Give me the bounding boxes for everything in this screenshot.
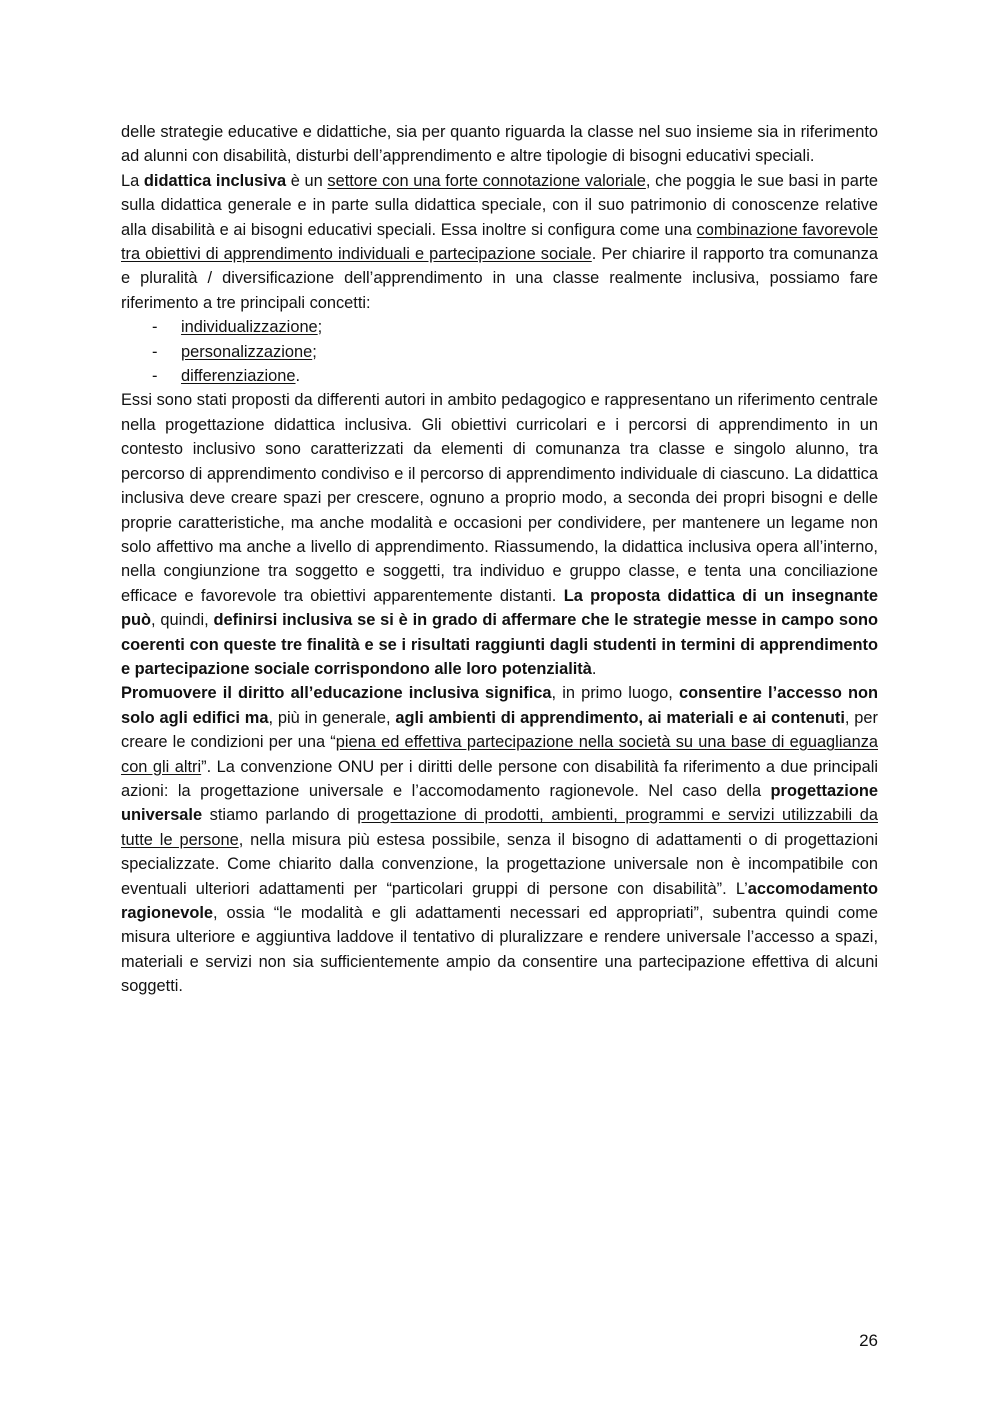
list-punct: .	[295, 367, 301, 386]
list-punct: ;	[312, 342, 317, 361]
bold-text-run: accomodamento ragionevole	[121, 879, 878, 922]
bold-text-run: definirsi inclusiva se si è in grado di affermare che le strategie messe in campo sono coerenti con queste tre finalità e se i risultati raggiunti dagli studenti in termini di apprendimento e partecipazione sociale corrispondono alle loro potenzialità	[121, 611, 878, 678]
paragraph-3	[121, 388, 878, 681]
text-run: delle strategie educative e didattiche, sia per quanto riguarda la classe nel suo insieme sia in riferimento ad alunni con disabilità, disturbi dell’apprendimento e altre tipologie di bisogni educativi speciali.	[121, 123, 878, 166]
list-dash: -	[152, 318, 158, 337]
bold-text-run: progettazione universale	[121, 781, 878, 825]
bold-text-run: agli ambienti di apprendimento, ai materiali e ai contenuti	[395, 708, 845, 727]
underlined-text-run: piena ed effettiva partecipazione nella società su una base di eguaglianza con gli altri	[121, 733, 879, 776]
text-run: . Per chiarire il rapporto tra comunanza e pluralità / diversificazione dell’apprendimento in una classe realmente inclusiva, possiamo fare riferimento a tre principali concetti:	[121, 245, 878, 312]
underlined-text-run: settore con una forte connotazione valoriale	[327, 171, 646, 190]
text-run: , per creare le condizioni per una “	[121, 708, 878, 752]
paragraph-2	[121, 169, 878, 315]
concept-list	[121, 315, 878, 388]
text-run: , ossia “le modalità e gli adattamenti necessari ed appropriati”, subentra quindi come misura ulteriore e aggiuntiva laddove il tentativo di pluralizzare e rendere universale l’accesso a spazi, materiali e servizi non sia sufficientemente ampio da consentire una partecipazione effettiva di alcuni soggetti.	[121, 904, 878, 996]
text-run: , in primo luogo,	[551, 684, 679, 703]
list-term: differenziazione	[181, 367, 296, 386]
page-number: 26	[859, 1331, 878, 1350]
bold-text-run: La proposta didattica di un insegnante può	[121, 586, 878, 630]
underlined-text-run: progettazione di prodotti, ambienti, programmi e servizi utilizzabili da tutte le persone	[121, 806, 878, 849]
text-run: , quindi,	[151, 611, 214, 630]
list-term: personalizzazione	[181, 342, 313, 361]
list-item	[121, 340, 878, 364]
text-run: , più in generale,	[268, 708, 396, 727]
page-body	[121, 120, 878, 999]
text-run: La	[121, 171, 144, 190]
text-run: , nella misura più estesa possibile, senza il bisogno di adattamenti o di progettazioni specializzate. Come chiarito dalla convenzione, la progettazione universale non è incompatibile con eventuali ulteriori adattamenti per “particolari gruppi di persone con disabilità”. L’	[121, 830, 878, 898]
text-run: ”. La convenzione ONU per i diritti delle persone con disabilità fa riferimento a due principali azioni: la progettazione universale e l’accomodamento ragionevole. Nel caso della	[121, 757, 878, 800]
list-item	[121, 364, 878, 388]
list-term: individualizzazione	[181, 318, 318, 337]
list-dash: -	[152, 367, 158, 386]
paragraph-1	[121, 120, 878, 169]
list-dash: -	[152, 342, 158, 361]
list-item	[121, 315, 878, 339]
underlined-text-run: combinazione favorevole tra obiettivi di apprendimento individuali e partecipazione sociale	[121, 220, 878, 264]
text-run: è un	[286, 171, 328, 190]
text-run: , che poggia le sue basi in parte sulla didattica generale e in parte sulla didattica speciale, con il suo patrimonio di conoscenze relative alla disabilità e ai bisogni educativi speciali. Essa inoltre si configura come una	[121, 171, 878, 239]
bold-text-run: consentire l’accesso non solo agli edifici ma	[121, 684, 878, 727]
bold-text-run: Promuovere il diritto all’educazione inclusiva significa	[121, 684, 552, 703]
paragraph-4	[121, 681, 878, 998]
list-punct: ;	[317, 318, 323, 337]
text-run: Essi sono stati proposti da differenti autori in ambito pedagogico e rappresentano un riferimento centrale nella progettazione didattica inclusiva. Gli obiettivi curricolari e i percorsi di apprendimento in un contesto inclusivo sono caratterizzati da elementi di comunanza tra classe e singolo alunno, tra percorso di apprendimento condiviso e il percorso di apprendimento individuale di ciascuno. La didattica inclusiva deve creare spazi per crescere, ognuno a proprio modo, a seconda dei propri bisogni e delle proprie caratteristiche, ma anche modalità e occasioni per condividere, per mantenere un legame non solo affettivo ma anche a livello di apprendimento. Riassumendo, la didattica inclusiva opera all’interno, nella congiunzione tra soggetto e soggetti, tra individuo e gruppo classe, e tenta una conciliazione efficace e favorevole tra obiettivi apparentemente distanti.	[121, 391, 878, 605]
text-run: stiamo parlando di	[202, 806, 358, 825]
bold-text-run: didattica inclusiva	[143, 171, 287, 190]
text-run: .	[591, 659, 597, 678]
